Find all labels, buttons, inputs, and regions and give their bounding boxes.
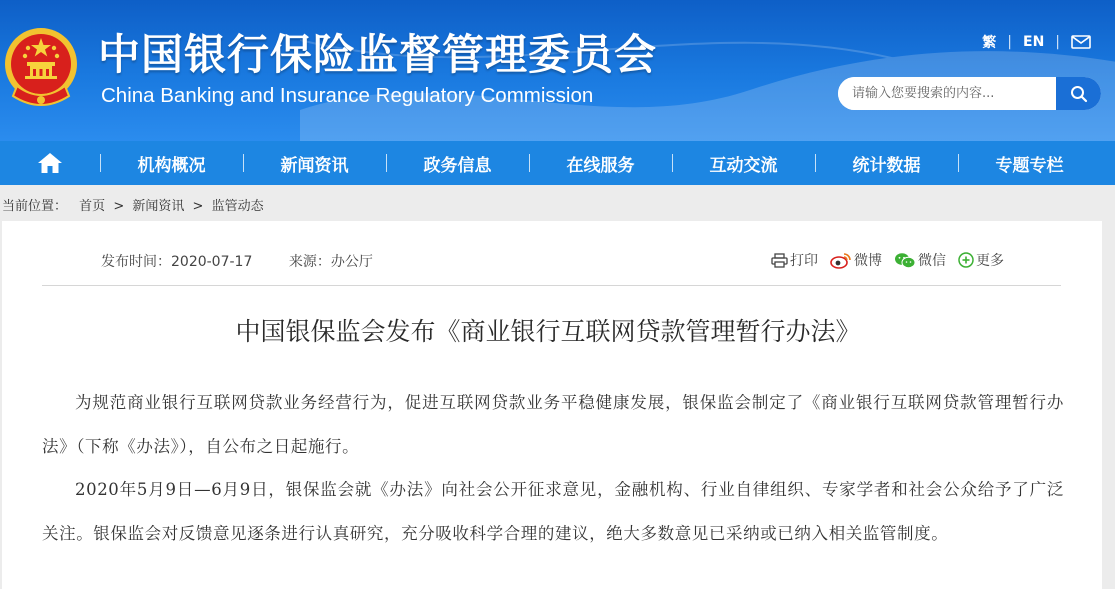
nav-item-government-info[interactable]: 政务信息 [386, 151, 529, 176]
print-label: 打印 [790, 253, 818, 269]
breadcrumb-home[interactable]: 首页 [79, 199, 106, 214]
site-header [0, 0, 1115, 141]
publish-date: 2020-07-17 [171, 254, 253, 270]
main-nav [0, 141, 1115, 185]
top-links [982, 32, 1091, 52]
share-weibo-button[interactable] [830, 250, 882, 270]
site-title-cn[interactable]: 中国银行保险监督管理委员会 [98, 30, 658, 79]
nav-item-special-topics[interactable]: 专题专栏 [958, 151, 1101, 176]
mail-icon[interactable] [1071, 35, 1091, 49]
article-paragraph: 2020年5月9日—6月9日，银保监会就《办法》向社会公开征求意见，金融机构、行业自律组织、专家学者和社会公众给予了广泛关注。银保监会对反馈意见逐条进行认真研究，充分吸收科学合理的建议，绝大多数意见已采纳或已纳入相关监管制度。 [42, 480, 1064, 543]
nav-item-statistics[interactable]: 统计数据 [815, 151, 958, 176]
national-emblem-icon [3, 24, 79, 108]
printer-icon [771, 253, 788, 268]
breadcrumb-separator: > [192, 199, 204, 214]
breadcrumb-label: 当前位置： [2, 199, 68, 214]
wechat-icon [894, 252, 916, 269]
top-links-separator: | [1055, 34, 1060, 50]
search-button[interactable] [1056, 77, 1101, 110]
source-label: 来源： [288, 254, 331, 270]
share-bar [759, 250, 1004, 270]
breadcrumb-regulatory-updates[interactable]: 监管动态 [211, 199, 264, 214]
lang-traditional-link[interactable]: 繁 [982, 35, 997, 51]
source-value: 办公厅 [330, 254, 373, 270]
article-body [42, 381, 1064, 555]
nav-item-news[interactable]: 新闻资讯 [243, 151, 386, 176]
nav-item-interaction[interactable]: 互动交流 [672, 151, 815, 176]
wechat-label: 微信 [918, 253, 946, 269]
share-more-button[interactable] [958, 250, 1004, 270]
weibo-icon [830, 252, 852, 269]
nav-home-button[interactable] [0, 141, 100, 185]
site-title-en[interactable]: China Banking and Insurance Regulatory Commission [101, 84, 594, 107]
search-input[interactable] [838, 77, 1056, 110]
publish-label: 发布时间： [101, 254, 171, 270]
article-title: 中国银保监会发布《商业银行互联网贷款管理暂行办法》 [235, 317, 861, 346]
share-wechat-button[interactable] [894, 250, 946, 270]
meta-divider [42, 285, 1061, 286]
breadcrumb-news[interactable]: 新闻资讯 [132, 199, 185, 214]
weibo-label: 微博 [854, 253, 882, 269]
search-box [838, 77, 1101, 110]
nav-item-online-service[interactable]: 在线服务 [529, 151, 672, 176]
article-meta [101, 251, 373, 271]
more-label: 更多 [976, 253, 1004, 269]
search-icon [1070, 85, 1088, 103]
breadcrumb-separator: > [113, 199, 125, 214]
article-paragraph: 为规范商业银行互联网贷款业务经营行为，促进互联网贷款业务平稳健康发展，银保监会制定了《商业银行互联网贷款管理暂行办法》（下称《办法》），自公布之日起施行。 [42, 393, 1064, 456]
breadcrumb [2, 195, 264, 214]
top-links-separator: | [1007, 34, 1012, 50]
plus-circle-icon [958, 252, 974, 268]
nav-item-institution[interactable]: 机构概况 [100, 151, 243, 176]
print-button[interactable] [771, 250, 818, 270]
home-icon [37, 152, 63, 174]
lang-en-link[interactable]: EN [1023, 34, 1045, 50]
article-card [2, 221, 1102, 589]
